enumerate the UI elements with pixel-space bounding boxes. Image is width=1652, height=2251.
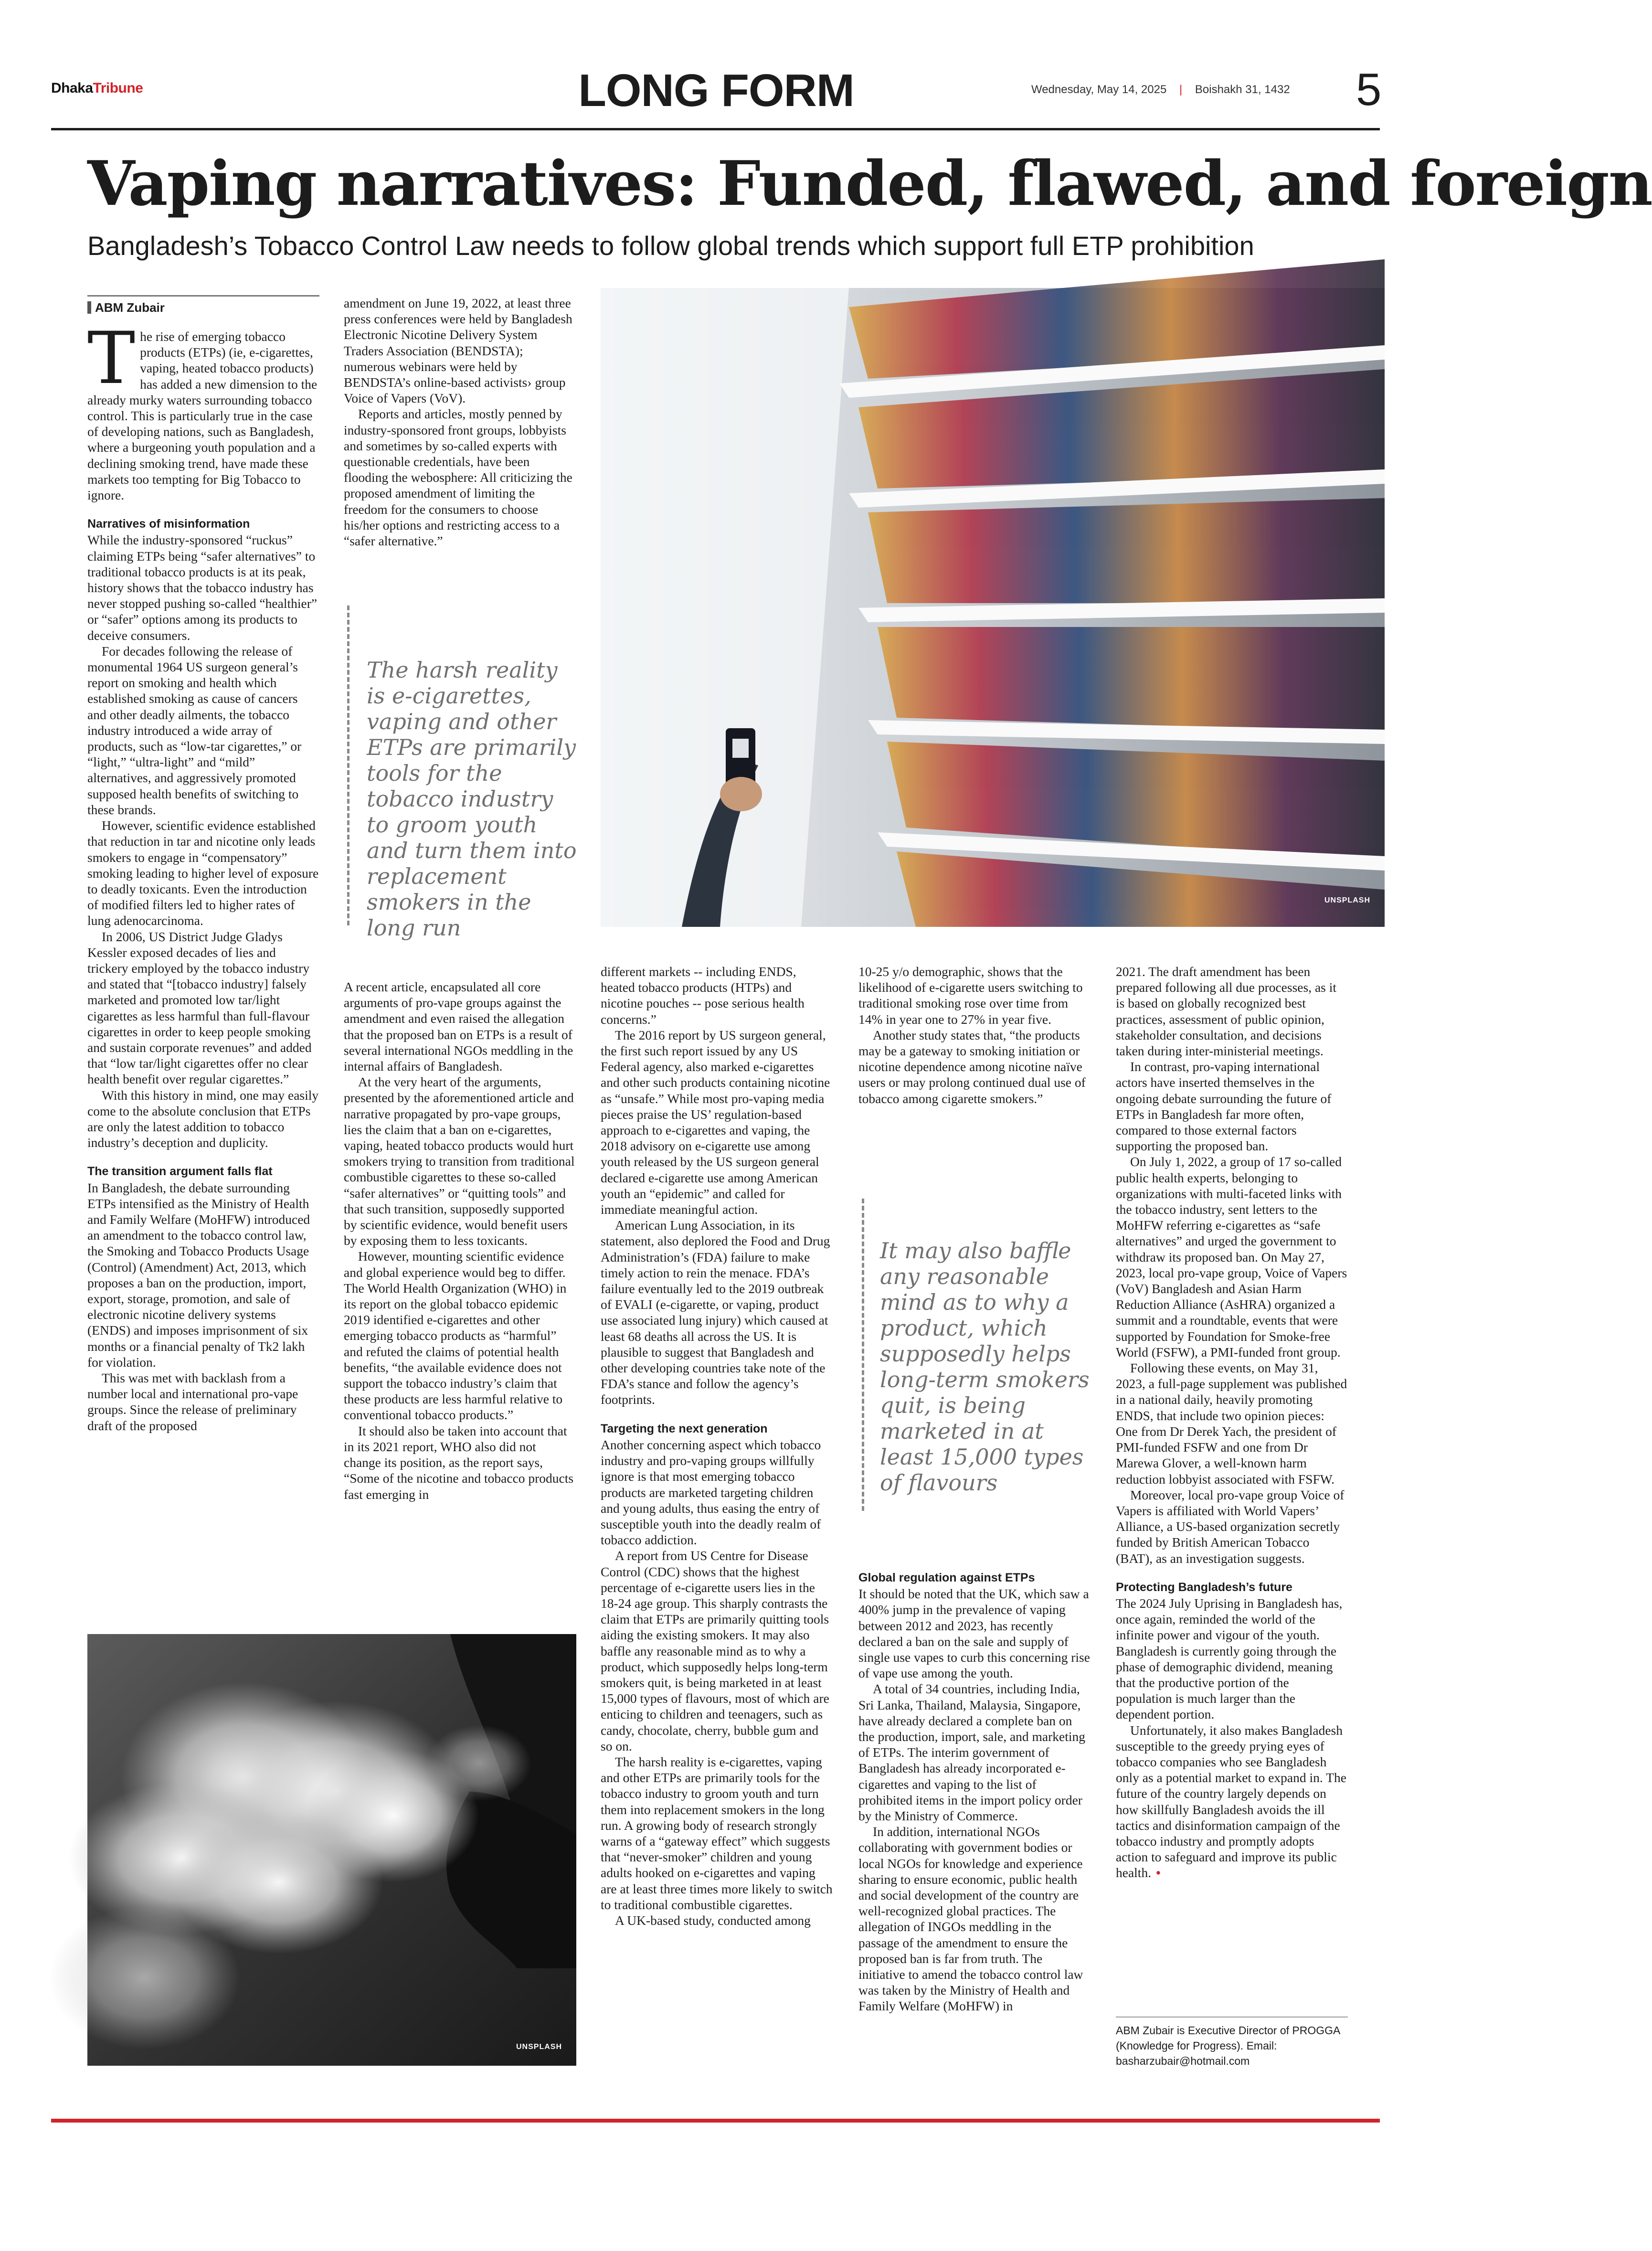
pull-quote-1-bar	[347, 605, 349, 925]
paragraph	[1116, 1722, 1348, 1881]
article-column-4-top	[858, 964, 1091, 1106]
paragraph: Reports and articles, mostly penned by industry-sponsored front groups, lobbyists and sometimes by so-called experts with questionable credentials, have been flooding the webosphere: All criticizing the proposed amendment of limiting the freedom for the consumers to choose his/her options and restricting access to a “safer alternative.”	[344, 406, 572, 549]
smoke-photo-credit: UNSPLASH	[516, 2043, 562, 2051]
section-subhead: Narratives of misinformation	[87, 517, 250, 531]
paragraph: In 2006, US District Judge Gladys Kessler exposed decades of lies and trickery employed by the tobacco industry and stated that “[tobacco industry] falsely marketed and promoted low tar/light cigarettes as less harmful than full-flavour cigarettes in order to keep people smoking and sustain corporate revenues” and added that “low tar/light cigarettes offer no clear health benefit over regular cigarettes.”	[87, 929, 312, 1087]
pull-quote-2: It may also baffle any reasonable mind as to why a product, which supposedly helps long-term smokers quit, is being marketed in at least 15,000 types of flavours	[880, 1238, 1090, 1496]
brand-logo[interactable]	[51, 80, 143, 96]
headline: Vaping narratives: Funded, flawed, and foreign	[87, 148, 1652, 220]
paragraph: However, mounting scientific evidence and global experience would beg to differ. The World Health Organization (WHO) in its report on the global tobacco epidemic 2019 identified e-cigarettes and other emerging tobacco products as “harmful” and refuted the claims of potential health benefits, “the available evidence does not support the tobacco industry’s claim that these products are less harmful relative to conventional tobacco products.”	[344, 1249, 567, 1423]
paragraph: The harsh reality is e-cigarettes, vaping and other ETPs are primarily tools for the tobacco industry to groom youth and turn them into replacement smokers in the long run. A growing body of research strongly warns of a “gateway effect” which suggests that “never-smoker” children and young adults hooked on e-cigarettes and vaping are at least three times more likely to switch to traditional combustible cigarettes.	[601, 1754, 833, 1912]
paragraph: A UK-based study, conducted among	[615, 1912, 811, 1928]
issue-date-bn: Boishakh 31, 1432	[1195, 83, 1290, 96]
paragraph: In contrast, pro-vaping international actors have inserted themselves in the ongoing debate surrounding the future of ETPs in Bangladesh far more often, compared to those external factors supporting the proposed ban.	[1116, 1059, 1332, 1154]
article-column-2-bottom	[344, 979, 576, 1502]
paragraph: This was met with backlash from a number local and international pro-vape groups. Since the release of preliminary draft of the proposed	[87, 1370, 298, 1433]
brand-logo-dhaka: Dhaka	[51, 80, 93, 96]
paragraph: While the industry-sponsored “ruckus” claiming ETPs being “safer alternatives” to traditional tobacco products is at its peak, history shows that the tobacco industry has never stopped pushing so-called “healthier” or “safer” options among its products to deceive consumers.	[87, 532, 318, 643]
paragraph: he rise of emerging tobacco products (ETPs) (ie, e-cigarettes, vaping, heated tobacco products) has added a new dimension to the already murky waters surrounding tobacco control. This is particularly true in the case of developing nations, such as Bangladesh, where a burgeoning youth population and a declining smoking trend, have made these markets too tempting for Big Tobacco to ignore.	[87, 329, 318, 503]
byline-rule	[87, 295, 319, 297]
issue-date	[1031, 83, 1290, 96]
subheadline: Bangladesh’s Tobacco Control Law needs to follow global trends which support full ETP prohibition	[87, 231, 1254, 261]
pull-quote-1: The harsh reality is e-cigarettes, vaping and other ETPs are primarily tools for the tobacco industry to groom youth and turn them into replacement smokers in the long run	[367, 657, 577, 941]
vape-shop-photo	[601, 288, 1385, 927]
paragraph: In addition, international NGOs collaborating with government bodies or local NGOs for knowledge and experience sharing to ensure economic, public health and social development of the country are well-recognized global practices. The allegation of INGOs meddling in the passage of the amendment to ensure the proposed ban is far from truth. The initiative to amend the tobacco control law was taken by the Ministry of Health and Family Welfare (MoHFW) in	[858, 1824, 1083, 2014]
paragraph: It should also be taken into account that in its 2021 report, WHO also did not change its position, as the report says, “Some of the nicotine and tobacco products fast emerging in	[344, 1423, 574, 1502]
paragraph: However, scientific evidence established that reduction in tar and nicotine only leads smokers to engage in “compensatory” smoking leading to higher level of exposure to deadly toxicants. Even the introduction of modified filters led to higher rates of lung adenocarcinoma.	[87, 818, 319, 928]
paragraph: amendment on June 19, 2022, at least three press conferences were held by Bangladesh Electronic Nicotine Delivery System Traders Association (BENDSTA); numerous webinars were held by BENDSTA’s online-based activists› group Voice of Vapers (VoV).	[344, 296, 572, 406]
paragraph: The 2024 July Uprising in Bangladesh has, once again, reminded the world of the infinite power and vigour of the youth. Bangladesh is currently going through the phase of demographic dividend, meaning that the productive portion of the population is much larger than the dependent portion.	[1116, 1595, 1343, 1722]
paragraph-text: Unfortunately, it also makes Bangladesh susceptible to the greedy prying eyes of tobacco companies who see Bangladesh only as a potential market to expand in. The future of the country largely depends on how skillfully Bangladesh avoids the ill tactics and disinformation campaign of the tobacco industry and promptly adopts action to safeguard and improve its public health.	[1116, 1722, 1346, 1880]
byline	[87, 300, 165, 315]
paragraph: Another study states that, “the products may be a gateway to smoking initiation or nicotine dependence among nicotine naïve users or may prolong continued dual use of tobacco among cigarette smokers.”	[858, 1027, 1086, 1106]
brand-logo-tribune: Tribune	[93, 80, 143, 96]
page-number: 5	[1356, 64, 1382, 115]
shelf-photo-credit: UNSPLASH	[1324, 896, 1370, 904]
paragraph: For decades following the release of monumental 1964 US surgeon general’s report on smoking and health which established smoking as cause of cancers and other deadly ailments, the tobacco industry introduced a wide array of products, such as “low-tar cigarettes,” or “light,” “ultra-light” and “mild” alternatives, and aggressively promoted supposed health benefits of switching to these brands.	[87, 643, 302, 817]
date-separator: |	[1179, 83, 1183, 96]
paragraph: Another concerning aspect which tobacco industry and pro-vaping groups willfully ignore is that most emerging tobacco products are marketed targeting children and young adults, thus easing the entry of susceptible youth into the deadly realm of tobacco addiction.	[601, 1437, 821, 1548]
paragraph: American Lung Association, in its statement, also deplored the Food and Drug Administration’s (FDA) failure to make timely action to rein the menace. FDA’s failure eventually led to the 2019 outbreak of EVALI (e-cigarette, or vaping, product use associated lung injury) which caused at least 68 deaths all across the US. It is plausible to suggest that Bangladesh and other developing countries take note of the FDA’s stance and follow the agency’s footprints.	[601, 1218, 830, 1407]
paragraph: With this history in mind, one may easily come to the absolute conclusion that ETPs are only the latest addition to tobacco industry’s deception and duplicity.	[87, 1087, 319, 1150]
footer-rule	[51, 2119, 1380, 2123]
end-mark-icon: •	[1156, 1865, 1161, 1880]
vape-shop-photo-drawing	[601, 288, 1385, 927]
paragraph: different markets -- including ENDS, heated tobacco products (HTPs) and nicotine pouches -- pose serious health concerns.”	[601, 964, 805, 1027]
paragraph: The 2016 report by US surgeon general, the first such report issued by any US Federal agency, also marked e-cigarettes and other such products containing nicotine as “unsafe.” While most pro-vaping media pieces praise the US’ regulation-based approach to e-cigarettes and vaping, the 2018 advisory on e-cigarette use among youth released by the US surgeon general declared e-cigarette use among American youth an “epidemic” and called for immediate meaningful action.	[601, 1027, 830, 1217]
paragraph: A total of 34 countries, including India, Sri Lanka, Thailand, Malaysia, Singapore, have already declared a complete ban on the production, import, sale, and marketing of ETPs. The interim government of Bangladesh has already incorporated e-cigarettes and vaping to the list of prohibited items in the import policy order by the Ministry of Commerce.	[858, 1681, 1086, 1824]
article-column-1	[87, 317, 319, 1433]
paragraph: 10-25 y/o demographic, shows that the likelihood of e-cigarette users switching to traditional smoking rose over time from 14% in year one to 27% in year five.	[858, 964, 1083, 1027]
section-subhead: Protecting Bangladesh’s future	[1116, 1580, 1292, 1594]
author-bio: ABM Zubair is Executive Director of PROGGA (Knowledge for Progress). Email: basharzubair@hotmail.com	[1116, 2024, 1340, 2067]
article-column-5	[1116, 964, 1348, 1881]
byline-author: ABM Zubair	[95, 300, 165, 315]
paragraph: On July 1, 2022, a group of 17 so-called public health experts, belonging to organizations with multi-faceted links with the tobacco industry, sent letters to the MoHFW referring e-cigarettes as “safe alternatives” and urged the government to withdraw its proposed ban. On May 27, 2023, local pro-vape group, Voice of Vapers (VoV) Bangladesh and Asian Harm Reduction Alliance (AsHRA) organized a summit and a roundtable, events that were supported by Foundation for Smoke-free World (FSFW), a PMI-funded front group.	[1116, 1154, 1347, 1359]
vapor-cloud-photo	[87, 1634, 576, 2066]
paragraph: Following these events, on May 31, 2023, a full-page supplement was published in a national daily, heavily promoting ENDS, that include two opinion pieces: One from Dr Derek Yach, the president of PMI-funded FSFW and one from Dr Marewa Glover, a well-known harm reduction lobbyist associated with FSFW.	[1116, 1360, 1347, 1487]
section-title: LONG FORM	[578, 65, 854, 116]
issue-date-en: Wednesday, May 14, 2025	[1031, 83, 1167, 96]
masthead-rule	[51, 128, 1380, 130]
article-column-3	[601, 964, 833, 1928]
vapor-cloud-photo-drawing	[87, 1634, 576, 2066]
article-column-2-top	[344, 295, 576, 549]
article-column-4-bottom	[858, 1570, 1091, 2014]
section-subhead: Global regulation against ETPs	[858, 1571, 1035, 1584]
paragraph: At the very heart of the arguments, presented by the aforementioned article and narrative propagated by pro-vape groups, lies the claim that a ban on e-cigarettes, vaping, heated tobacco products would hurt smokers trying to transition from traditional combustible cigarettes to these so-called “safer alternatives” or “quitting tools” and that such transition, supposedly supported by scientific evidence, would benefit users by exposing them to less toxicants.	[344, 1074, 575, 1248]
section-subhead: Targeting the next generation	[601, 1422, 768, 1435]
byline-bar	[87, 301, 91, 314]
drop-cap: T	[87, 317, 136, 400]
paragraph: It should be noted that the UK, which saw a 400% jump in the prevalence of vaping between 2012 and 2023, has recently declared a ban on the sale and supply of single use vapes to curb this concerning rise of vape use among the youth.	[858, 1586, 1090, 1681]
paragraph: A report from US Centre for Disease Control (CDC) shows that the highest percentage of e-cigarette users lies in the 18-24 age group. This sharply contrasts the claim that ETPs are primarily quitting tools aiding the existing smokers. It may also baffle any reasonable mind as to why a product, which supposedly helps long-term smokers quit, is being marketed in at least 15,000 types of flavours, most of which are enticing to children and teenagers, such as candy, chocolate, cherry, bubble gum and so on.	[601, 1548, 829, 1753]
section-subhead: The transition argument falls flat	[87, 1165, 273, 1179]
pull-quote-2-bar	[862, 1199, 864, 1511]
paragraph: Moreover, local pro-vape group Voice of Vapers is affiliated with World Vapers’ Alliance, a US-based organization secretly funded by British American Tobacco (BAT), as an investigation suggests.	[1116, 1487, 1345, 1566]
paragraph: In Bangladesh, the debate surrounding ETPs intensified as the Ministry of Health and Family Welfare (MoHFW) introduced an amendment to the tobacco control law, the Smoking and Tobacco Products Usage (Control) (Amendment) Act, 2013, which proposes a ban on the production, import, export, storage, promotion, and sale of electronic nicotine delivery systems (ENDS) and imposes imprisonment of six months or a financial penalty of Tk2 lakh for violation.	[87, 1180, 310, 1370]
paragraph: A recent article, encapsulated all core arguments of pro-vape groups against the amendment and even raised the allegation that the proposed ban on ETPs is a result of several international NGOs meddling in the internal affairs of Bangladesh.	[344, 979, 573, 1074]
paragraph: 2021. The draft amendment has been prepared following all due processes, as it is based on globally recognized best practices, assessment of public opinion, stakeholder consultation, and decisions taken during inter-ministerial meetings.	[1116, 964, 1337, 1059]
